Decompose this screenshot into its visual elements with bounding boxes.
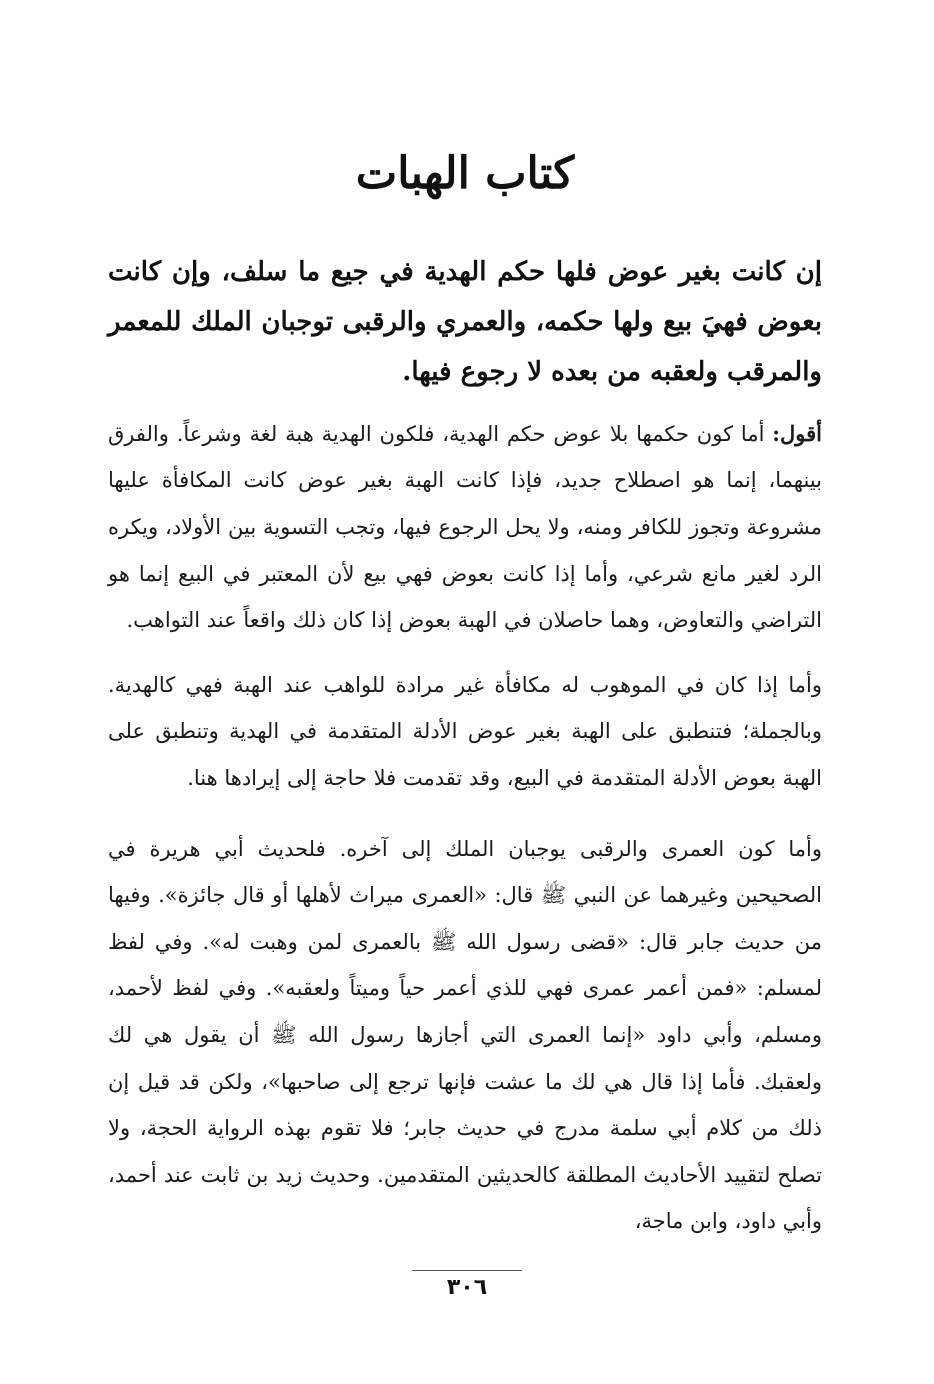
commentary-lead-word: أقول: xyxy=(772,420,822,446)
matn-text: إن كانت بغير عوض فلها حكم الهدية في جيع ما سلف، وإن كانت بعوض فهيَ بيع ولها حكمه، والعمري والرقبى توجبان الملك للمعمر والمرقب ولعقبه من بعده لا رجوع فيها. xyxy=(108,256,822,387)
commentary-paragraph-1 xyxy=(108,411,822,644)
commentary-paragraph-3: وأما كون العمرى والرقبى يوجبان الملك إلى آخره. فلحديث أبي هريرة في الصحيحين وغيرهما عن النبي ﷺ قال: «العمرى ميراث لأهلها أو قال جائزة». وفيها من حديث جابر قال: «قضى رسول الله ﷺ بالعمرى لمن وهبت له». وفي لفظ لمسلم: «فمن أعمر عمرى فهي للذي أعمر حياً وميتاً ولعقبه». وفي لفظ لأحمد، ومسلم، وأبي داود «إنما العمرى التي أجازها رسول الله ﷺ أن يقول هي لك ولعقبك. فأما إذا قال هي لك ما عشت فإنها ترجع إلى صاحبها»، ولكن قد قيل إن ذلك من كلام أبي سلمة مدرج في حديث جابر؛ فلا تقوم بهذه الرواية الحجة، ولا تصلح لتقييد الأحاديث المطلقة كالحديثين المتقدمين. وحديث زيد بن ثابت عند أحمد، وأبي داود، وابن ماجة، xyxy=(108,836,823,1234)
chapter-title: كتاب الهبات xyxy=(355,148,575,199)
page-footer xyxy=(0,1270,934,1300)
commentary-paragraph-2: وأما إذا كان في الموهوب له مكافأة غير مرادة للواهب عند الهبة فهي كالهدية. وبالجملة؛ فتنطبق على الهبة بغير عوض الأدلة المتقدمة في الهدية وتنطبق على الهبة بعوض الأدلة المتقدمة في البيع، وقد تقدمت فلا حاجة إلى إيرادها هنا. xyxy=(108,672,822,790)
page-number: ٣٠٦ xyxy=(446,1275,488,1300)
commentary-paragraph-1-body: أما كون حكمها بلا عوض حكم الهدية، فلكون الهدية هبة لغة وشرعاً. والفرق بينهما، إنما هو اصطلاح جديد، فإذا كانت الهبة بغير عوض كانت المكافأة عليها مشروعة وتجوز للكافر ومنه، ولا يحل الرجوع فيها، وتجب التسوية بين الأولاد، ويكره الرد لغير مانع شرعي، وأما إذا كانت بعوض فهي بيع لأن المعتبر في البيع إنما هو التراضي والتعاوض، وهما حاصلان في الهبة بعوض إذا كان ذلك واقعاً عند التواهب. xyxy=(108,421,822,633)
footer-rule xyxy=(412,1270,522,1271)
